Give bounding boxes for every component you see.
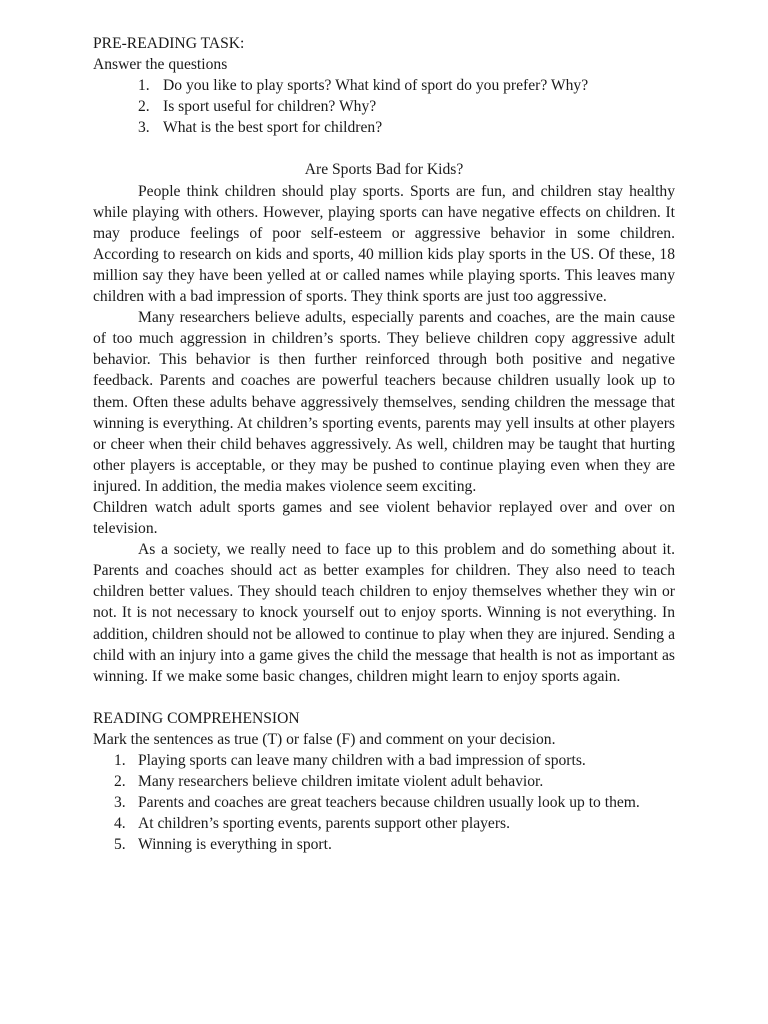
- statement-number: 2.: [114, 773, 126, 791]
- statement-number: 5.: [114, 836, 126, 854]
- statement-text: Parents and coaches are great teachers because children usually look up to them.: [138, 794, 640, 812]
- question-number: 2.: [138, 98, 150, 116]
- worksheet-page: [93, 33, 675, 855]
- question-text: What is the best sport for children?: [163, 119, 383, 137]
- article-paragraph: People think children should play sports. Sports are fun, and children stay healthy while playing with others. However, playing sports can have negative effects on children. It may produce feelings of poor self-esteem or aggressive behavior in some children. According to research on kids and sports, 40 million kids play sports in the US. Of these, 18 million say they have been yelled at or called names while playing sports. This leaves many children with a bad impression of sports. They think sports are just too aggressive.: [93, 182, 675, 306]
- statement-text: Many researchers believe children imitate violent adult behavior.: [138, 773, 544, 791]
- statement-number: 3.: [114, 794, 126, 812]
- statement-text: At children’s sporting events, parents support other players.: [138, 815, 511, 833]
- statement-item: [93, 813, 675, 834]
- question-text: Do you like to play sports? What kind of sport do you prefer? Why?: [163, 77, 589, 95]
- statement-number: 4.: [114, 815, 126, 833]
- comprehension-heading: READING COMPREHENSION: [93, 709, 300, 727]
- statement-item: [93, 792, 675, 813]
- article-paragraph: Children watch adult sports games and see violent behavior replayed over and over on television.: [93, 498, 675, 538]
- comprehension-instruction: Mark the sentences as true (T) or false (F) and comment on your decision.: [93, 730, 556, 748]
- statement-text: Playing sports can leave many children with a bad impression of sports.: [138, 752, 586, 769]
- pre-reading-heading: PRE-READING TASK:: [93, 35, 245, 52]
- pre-reading-question-list: [93, 75, 675, 138]
- question-number: 3.: [138, 119, 150, 137]
- article-title: Are Sports Bad for Kids?: [304, 161, 464, 179]
- question-text: Is sport useful for children? Why?: [163, 98, 377, 116]
- question-number: 1.: [138, 77, 150, 95]
- spacer: [93, 138, 675, 159]
- question-item: [93, 96, 675, 117]
- article-paragraph: Many researchers believe adults, especially parents and coaches, are the main cause of too much aggression in children’s sports. They believe children copy aggressive adult behavior. This behavior is then further reinforced through both positive and negative feedback. Parents and coaches are powerful teachers because children usually look up to them. Often these adults behave aggressively themselves, sending children the message that winning is everything. At children’s sporting events, parents may yell insults at other players or cheer when their child behaves aggressively. As well, children may be taught that hurting other players is acceptable, or they may be pushed to continue playing even when they are injured. In addition, the media makes violence seem exciting.: [93, 309, 675, 495]
- question-item: [93, 117, 675, 138]
- article-paragraph: As a society, we really need to face up to this problem and do something about it. Parents and coaches should act as better examples for children. They also need to teach children better values. They should teach children to enjoy themselves whether they win or not. It is not necessary to knock yourself out to enjoy sports. Winning is not everything. In addition, children should not be allowed to continue to play when they are injured. Sending a child with an injury into a game gives the child the message that health is not as important as winning. If we make some basic changes, children might learn to enjoy sports again.: [93, 541, 675, 685]
- statement-item: [93, 834, 675, 855]
- pre-reading-instruction: Answer the questions: [93, 56, 228, 74]
- comprehension-statement-list: [93, 750, 675, 855]
- statement-item: [93, 750, 675, 771]
- statement-number: 1.: [114, 752, 126, 769]
- statement-text: Winning is everything in sport.: [138, 836, 332, 854]
- statement-item: [93, 771, 675, 792]
- question-item: [93, 75, 675, 96]
- spacer: [93, 687, 675, 708]
